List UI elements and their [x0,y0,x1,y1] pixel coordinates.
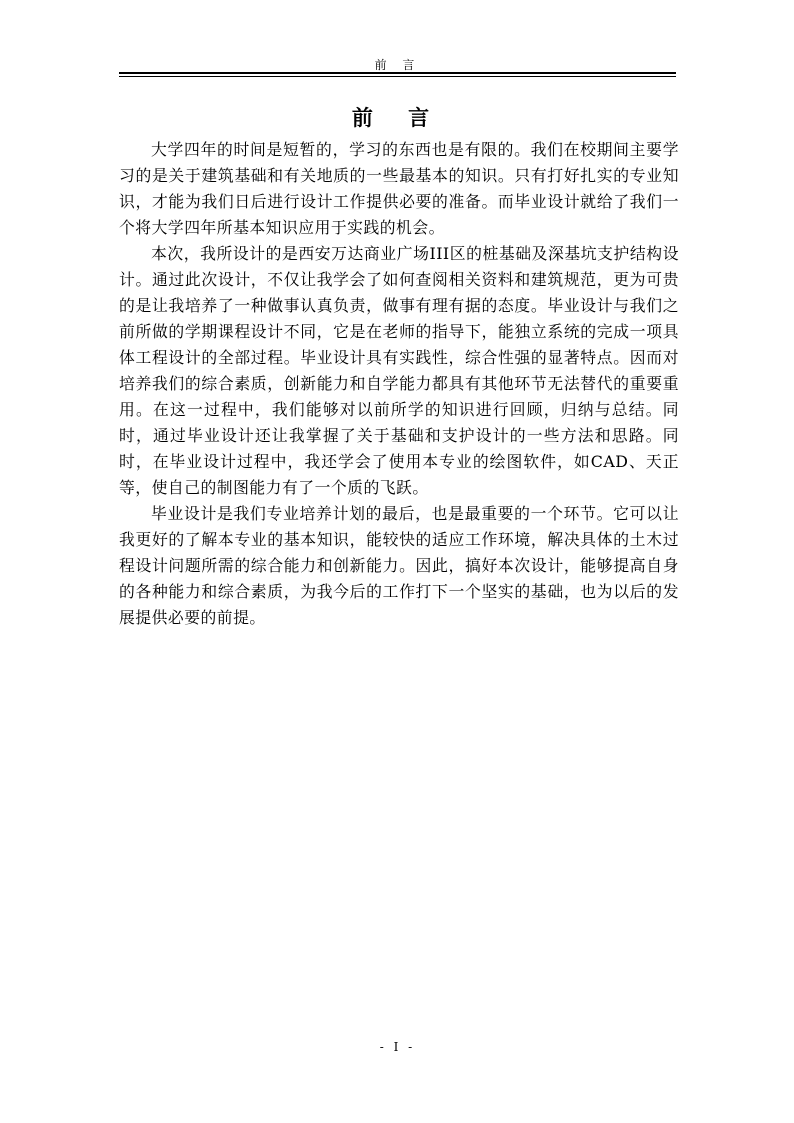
header-rule-thin [119,76,676,77]
running-header-title: 前 言 [374,58,421,72]
header-rule-thick [119,72,676,74]
paragraph-1: 大学四年的时间是短暂的，学习的东西也是有限的。我们在校期间主要学习的是关于建筑基础和有关地质的一些最基本的知识。只有打好扎实的专业知识，才能为我们日后进行设计工作提供必要的准备。而毕业设计就给了我们一个将大学四年所基本知识应用于实践的机会。 [119,140,679,237]
paragraph-2: 本次，我所设计的是西安万达商业广场III区的桩基础及深基坑支护结构设计。通过此次设计，不仅让我学会了如何查阅相关资料和建筑规范，更为可贵的是让我培养了一种做事认真负责，做事有理有据的态度。毕业设计与我们之前所做的学期课程设计不同，它是在老师的指导下，能独立系统的完成一项具体工程设计的全部过程。毕业设计具有实践性，综合性强的显著特点。因而对培养我们的综合素质，创新能力和自学能力都具有其他环节无法替代的重要重用。在这一过程中，我们能够对以前所学的知识进行回顾，归纳与总结。同时，通过毕业设计还让我掌握了关于基础和支护设计的一些方法和思路。同时，在毕业设计过程中，我还学会了使用本专业的绘图软件，如CAD、天正等，使自己的制图能力有了一个质的飞跃。 [119,244,679,497]
page-title: 前 言 [351,105,444,130]
page-number: - I - [379,1040,416,1054]
paragraph-3: 毕业设计是我们专业培养计划的最后，也是最重要的一个环节。它可以让我更好的了解本专业的基本知识，能较快的适应工作环境，解决具体的土木过程设计问题所需的综合能力和创新能力。因此，搞好本次设计，能够提高自身的各种能力和综合素质，为我今后的工作打下一个坚实的基础，也为以后的发展提供必要的前提。 [119,504,679,627]
body-text [119,137,679,631]
